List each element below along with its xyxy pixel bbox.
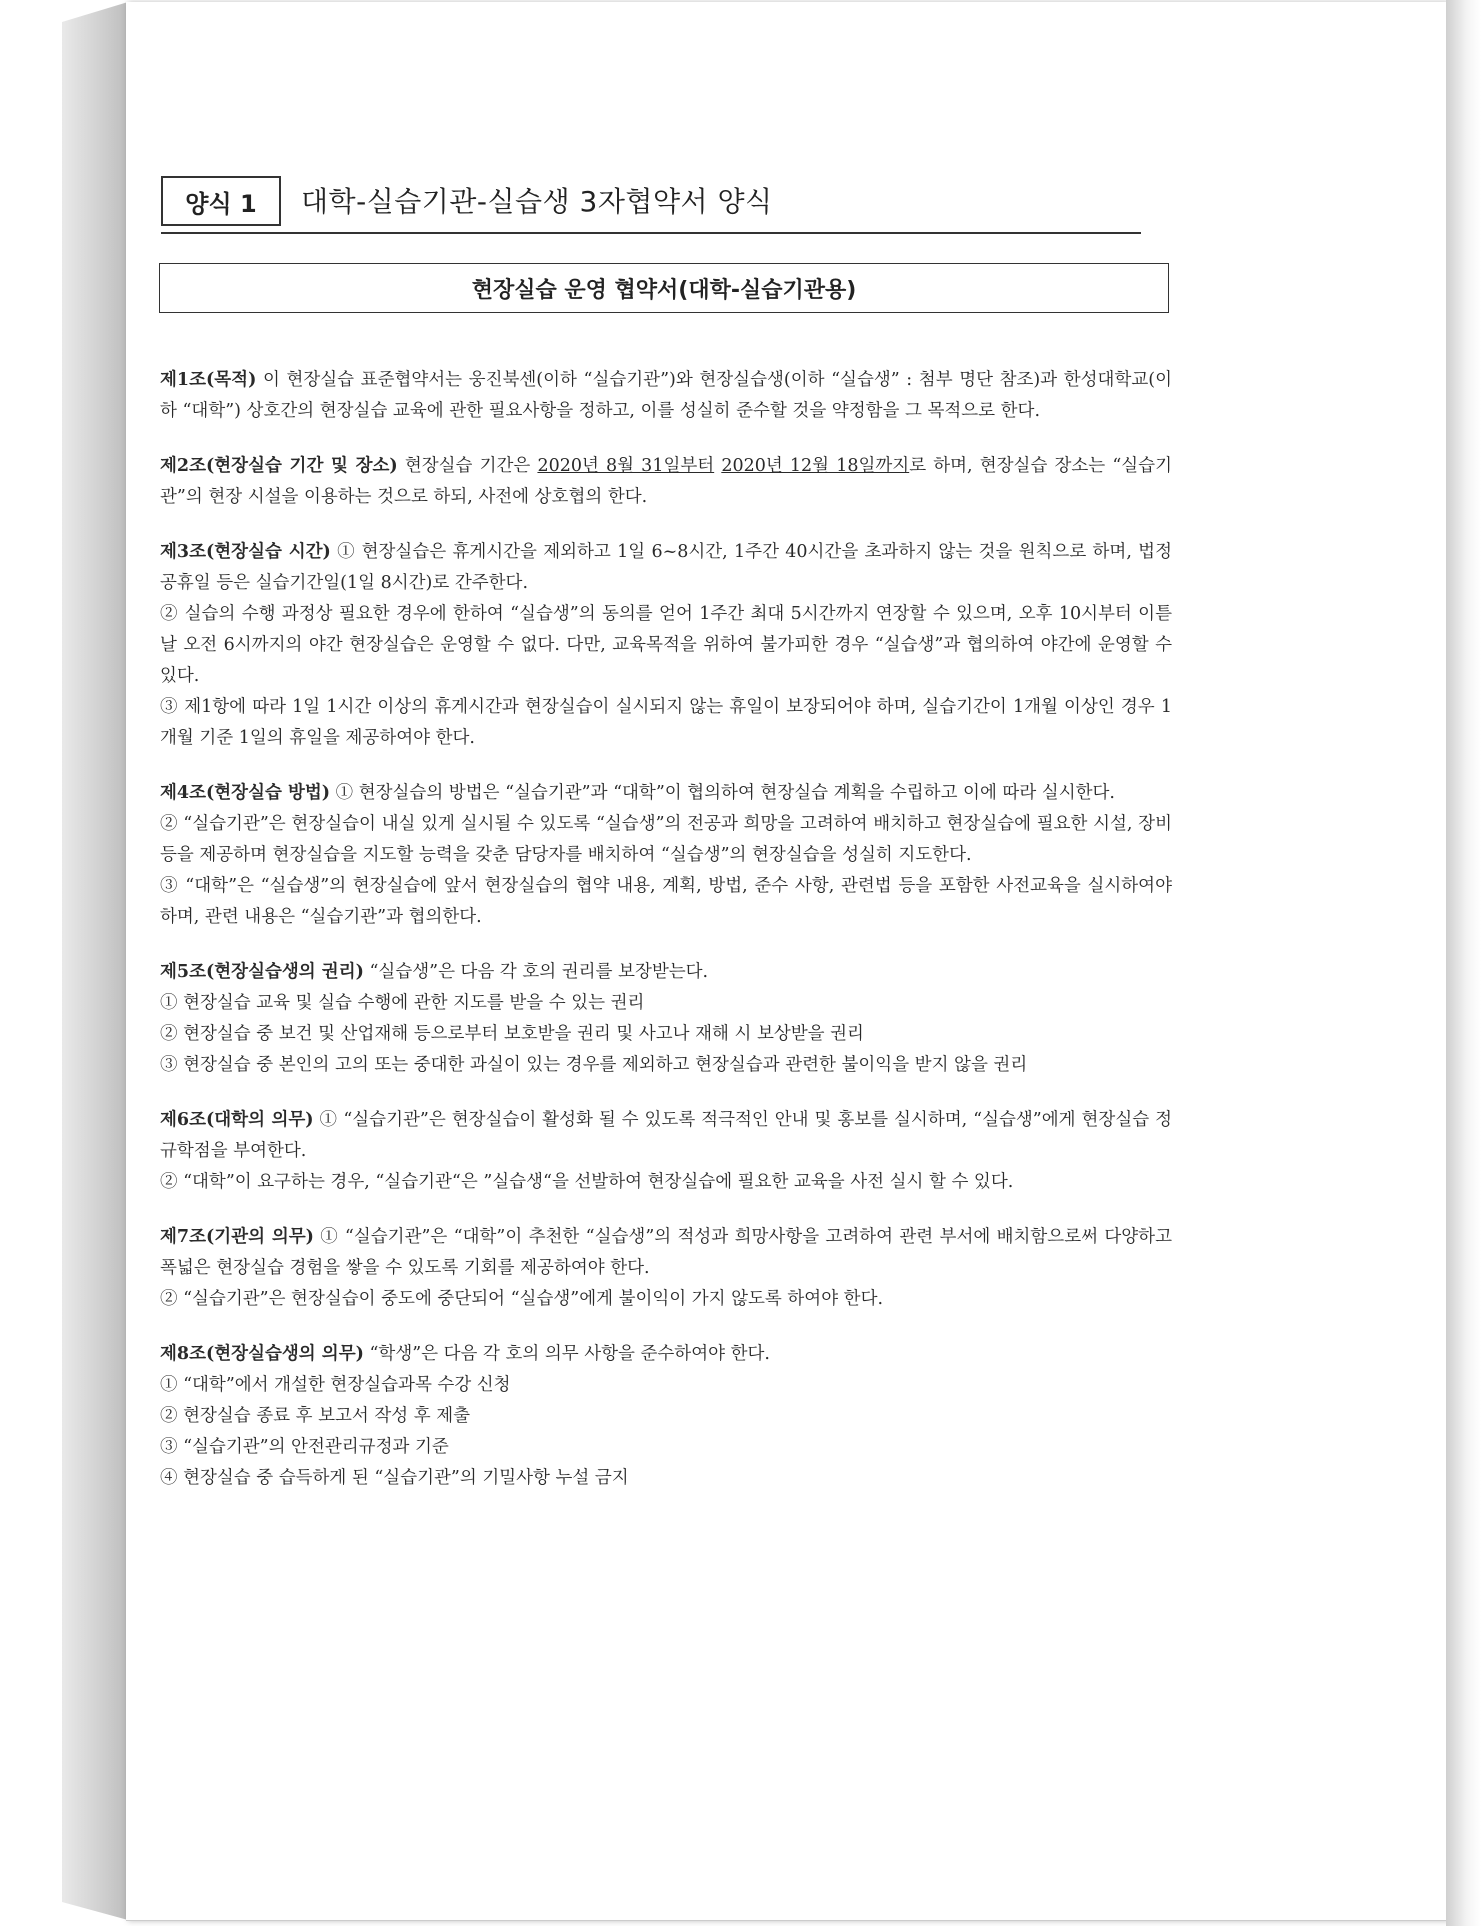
article-text: “실습생”은 다음 각 호의 권리를 보장받는다. (369, 962, 709, 982)
article-heading: 제4조(현장실습 방법) (160, 783, 331, 803)
article-text: 이 현장실습 표준협약서는 웅진북센(이하 “실습기관”)와 현장실습생(이하 “실습생” : 첨부 명단 참조)과 한성대학교(이하 “대학”) 상호간의 현장실습 교육에 관한 필요사항을 정하고, 이를 성실히 준수할 것을 약정함을 그 목적으로 한다. (160, 370, 1172, 421)
article-paragraph: ② 현장실습 중 보건 및 산업재해 등으로부터 보호받을 권리 및 사고나 재해 시 보상받을 권리 (160, 1024, 864, 1044)
article-paragraph: ③ “대학”은 “실습생”의 현장실습에 앞서 현장실습의 협약 내용, 계획, 방법, 준수 사항, 관련법 등을 포함한 사전교육을 실시하여야 하며, 관련 내용은 “실습기관”과 협의한다. (160, 876, 1172, 927)
article-paragraph: ② “실습기관”은 현장실습이 중도에 중단되어 “실습생”에게 불이익이 가지 않도록 하여야 한다. (160, 1289, 884, 1309)
article-heading: 제5조(현장실습생의 권리) (160, 962, 364, 982)
article-paragraph: ③ “실습기관”의 안전관리규정과 기준 (160, 1437, 449, 1457)
article-text: ① “실습기관”은 “대학”이 추천한 “실습생”의 적성과 희망사항을 고려하여 관련 부서에 배치함으로써 다양하고 폭넓은 현장실습 경험을 쌓을 수 있도록 기회를 제공하여야 한다. (160, 1227, 1172, 1278)
article-heading: 제1조(목적) (160, 370, 257, 390)
form-tag: 양식 1 (161, 176, 281, 226)
article-1 (160, 365, 1172, 427)
article-heading: 제6조(대학의 의무) (160, 1110, 314, 1130)
article-text: ① 현장실습은 휴게시간을 제외하고 1일 6~8시간, 1주간 40시간을 초과하지 않는 것을 원칙으로 하며, 법정 공휴일 등은 실습기간일(1일 8시간)로 간주한다. (160, 542, 1172, 593)
article-4 (160, 778, 1172, 933)
article-paragraph: ① 현장실습 교육 및 실습 수행에 관한 지도를 받을 수 있는 권리 (160, 993, 645, 1013)
article-heading: 제2조(현장실습 기간 및 장소) (160, 456, 398, 476)
article-6 (160, 1105, 1172, 1198)
article-paragraph: ④ 현장실습 중 습득하게 된 “실습기관”의 기밀사항 누설 금지 (160, 1468, 629, 1488)
form-header (161, 172, 1141, 234)
article-text: ① 현장실습의 방법은 “실습기관”과 “대학”이 협의하여 현장실습 계획을 수립하고 이에 따라 실시한다. (335, 783, 1115, 803)
article-paragraph: ② 현장실습 종료 후 보고서 작성 후 제출 (160, 1406, 471, 1426)
article-8 (160, 1339, 1172, 1494)
binder-spine (62, 2, 128, 1920)
article-paragraph: ② 실습의 수행 과정상 필요한 경우에 한하여 “실습생”의 동의를 얻어 1주간 최대 5시간까지 연장할 수 있으며, 오후 10시부터 이튿날 오전 6시까지의 야간 현장실습은 운영할 수 없다. 다만, 교육목적을 위하여 불가피한 경우 “실습생”과 협의하여 야간에 운영할 수 있다. (160, 604, 1172, 686)
document-title: 현장실습 운영 협약서(대학-실습기관용) (159, 263, 1169, 313)
document-body (160, 365, 1172, 1518)
article-2 (160, 451, 1172, 513)
page-edge-shadow (1446, 0, 1481, 1926)
article-text: “학생”은 다음 각 호의 의무 사항을 준수하여야 한다. (369, 1344, 770, 1364)
article-text: ① “실습기관”은 현장실습이 활성화 될 수 있도록 적극적인 안내 및 홍보를 실시하며, “실습생”에게 현장실습 정규학점을 부여한다. (160, 1110, 1172, 1161)
article-3 (160, 537, 1172, 754)
article-paragraph: ② “대학”이 요구하는 경우, “실습기관“은 ”실습생“을 선발하여 현장실습에 필요한 교육을 사전 실시 할 수 있다. (160, 1172, 1014, 1192)
article-7 (160, 1222, 1172, 1315)
article-heading: 제8조(현장실습생의 의무) (160, 1344, 364, 1364)
article-heading: 제7조(기관의 의무) (160, 1227, 314, 1247)
period-end: 2020년 12월 18일까지 (721, 456, 910, 476)
form-title: 대학-실습기관-실습생 3자협약서 양식 (301, 185, 773, 218)
article-paragraph: ② “실습기관”은 현장실습이 내실 있게 실시될 수 있도록 “실습생”의 전공과 희망을 고려하여 배치하고 현장실습에 필요한 시설, 장비 등을 제공하며 현장실습을 지도할 능력을 갖춘 담당자를 배치하여 “실습생”의 현장실습을 성실히 지도한다. (160, 814, 1172, 865)
article-5 (160, 957, 1172, 1081)
article-text: 현장실습 기간은 (404, 456, 531, 476)
article-heading: 제3조(현장실습 시간) (160, 542, 331, 562)
article-paragraph: ③ 제1항에 따라 1일 1시간 이상의 휴게시간과 현장실습이 실시되지 않는 휴일이 보장되어야 하며, 실습기간이 1개월 이상인 경우 1개월 기준 1일의 휴일을 제공하여야 한다. (160, 697, 1172, 748)
period-start: 2020년 8월 31일부터 (537, 456, 715, 476)
article-text: 로 하며, 현장실습 장소는 “실습기관”의 현장 시설을 이용하는 것으로 하되, 사전에 상호협의 한다. (160, 456, 1172, 507)
article-paragraph: ① “대학”에서 개설한 현장실습과목 수강 신청 (160, 1375, 511, 1395)
article-paragraph: ③ 현장실습 중 본인의 고의 또는 중대한 과실이 있는 경우를 제외하고 현장실습과 관련한 불이익을 받지 않을 권리 (160, 1055, 1028, 1075)
